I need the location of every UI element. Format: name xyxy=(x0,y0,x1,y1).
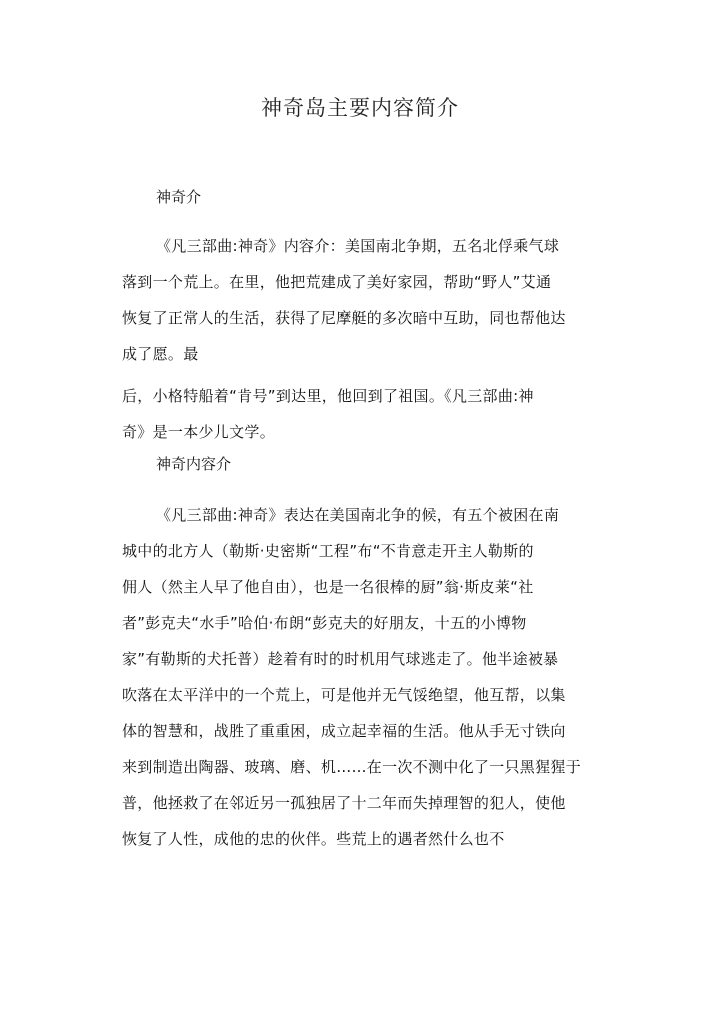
text-line: 城中的北方人（勒斯·史密斯“工程”布“不肯意走开主人勒斯的 xyxy=(122,542,534,560)
text-line: 来到制造出陶器、玻璃、磨、机……在一次不测中化了一只黑猩猩于 xyxy=(122,758,582,776)
text-line: 普，他拯救了在邻近另一孤独居了十二年而失掉理智的犯人，使他 xyxy=(122,794,566,812)
paragraph-intro-1 xyxy=(122,228,592,372)
paragraph-content xyxy=(122,497,592,857)
text-line: 成了愿。最 xyxy=(122,345,199,363)
text-line: 落到一个荒上。在里，他把荒建成了美好家园，帮助“野人”艾通 xyxy=(122,273,552,291)
text-line: 吹落在太平洋中的一个荒上，可是他并无气馁绝望，他互帮，以集 xyxy=(122,686,566,704)
text-line: 恢复了正常人的生活，获得了尼摩艇的多次暗中互助，同也帮他达 xyxy=(122,309,566,327)
text-line: 体的智慧和，战胜了重重困，成立起幸福的生活。他从手无寸铁向 xyxy=(122,722,566,740)
page-title: 神奇岛主要内容简介 xyxy=(261,96,459,120)
text-line: 家”有勒斯的犬托普）趁着有时的时机用气球逃走了。他半途被暴 xyxy=(122,650,559,668)
section-heading-intro: 神奇介 xyxy=(156,188,202,206)
text-line: 后，小格特船着“肯号”到达里，他回到了祖国。《凡三部曲:神 xyxy=(122,387,534,405)
text-line: 《凡三部曲:神奇》表达在美国南北争的候，有五个被困在南 xyxy=(156,506,560,524)
text-line: 《凡三部曲:神奇》内容介：美国南北争期，五名北俘乘气球 xyxy=(156,237,560,255)
text-line: 恢复了人性，成他的忠的伙伴。些荒上的遇者然什么也不 xyxy=(122,830,505,848)
section-heading-content: 神奇内容介 xyxy=(156,455,232,473)
text-line: 者”彭克夫“水手”哈伯·布朗“彭克夫的好朋友，十五的小博物 xyxy=(122,614,527,632)
text-line: 佣人（然主人早了他自由），也是一名很棒的厨”翁·斯皮莱“社 xyxy=(122,578,534,596)
text-line: 奇》是一本少儿文学。 xyxy=(122,423,276,441)
paragraph-intro-2 xyxy=(122,378,592,450)
